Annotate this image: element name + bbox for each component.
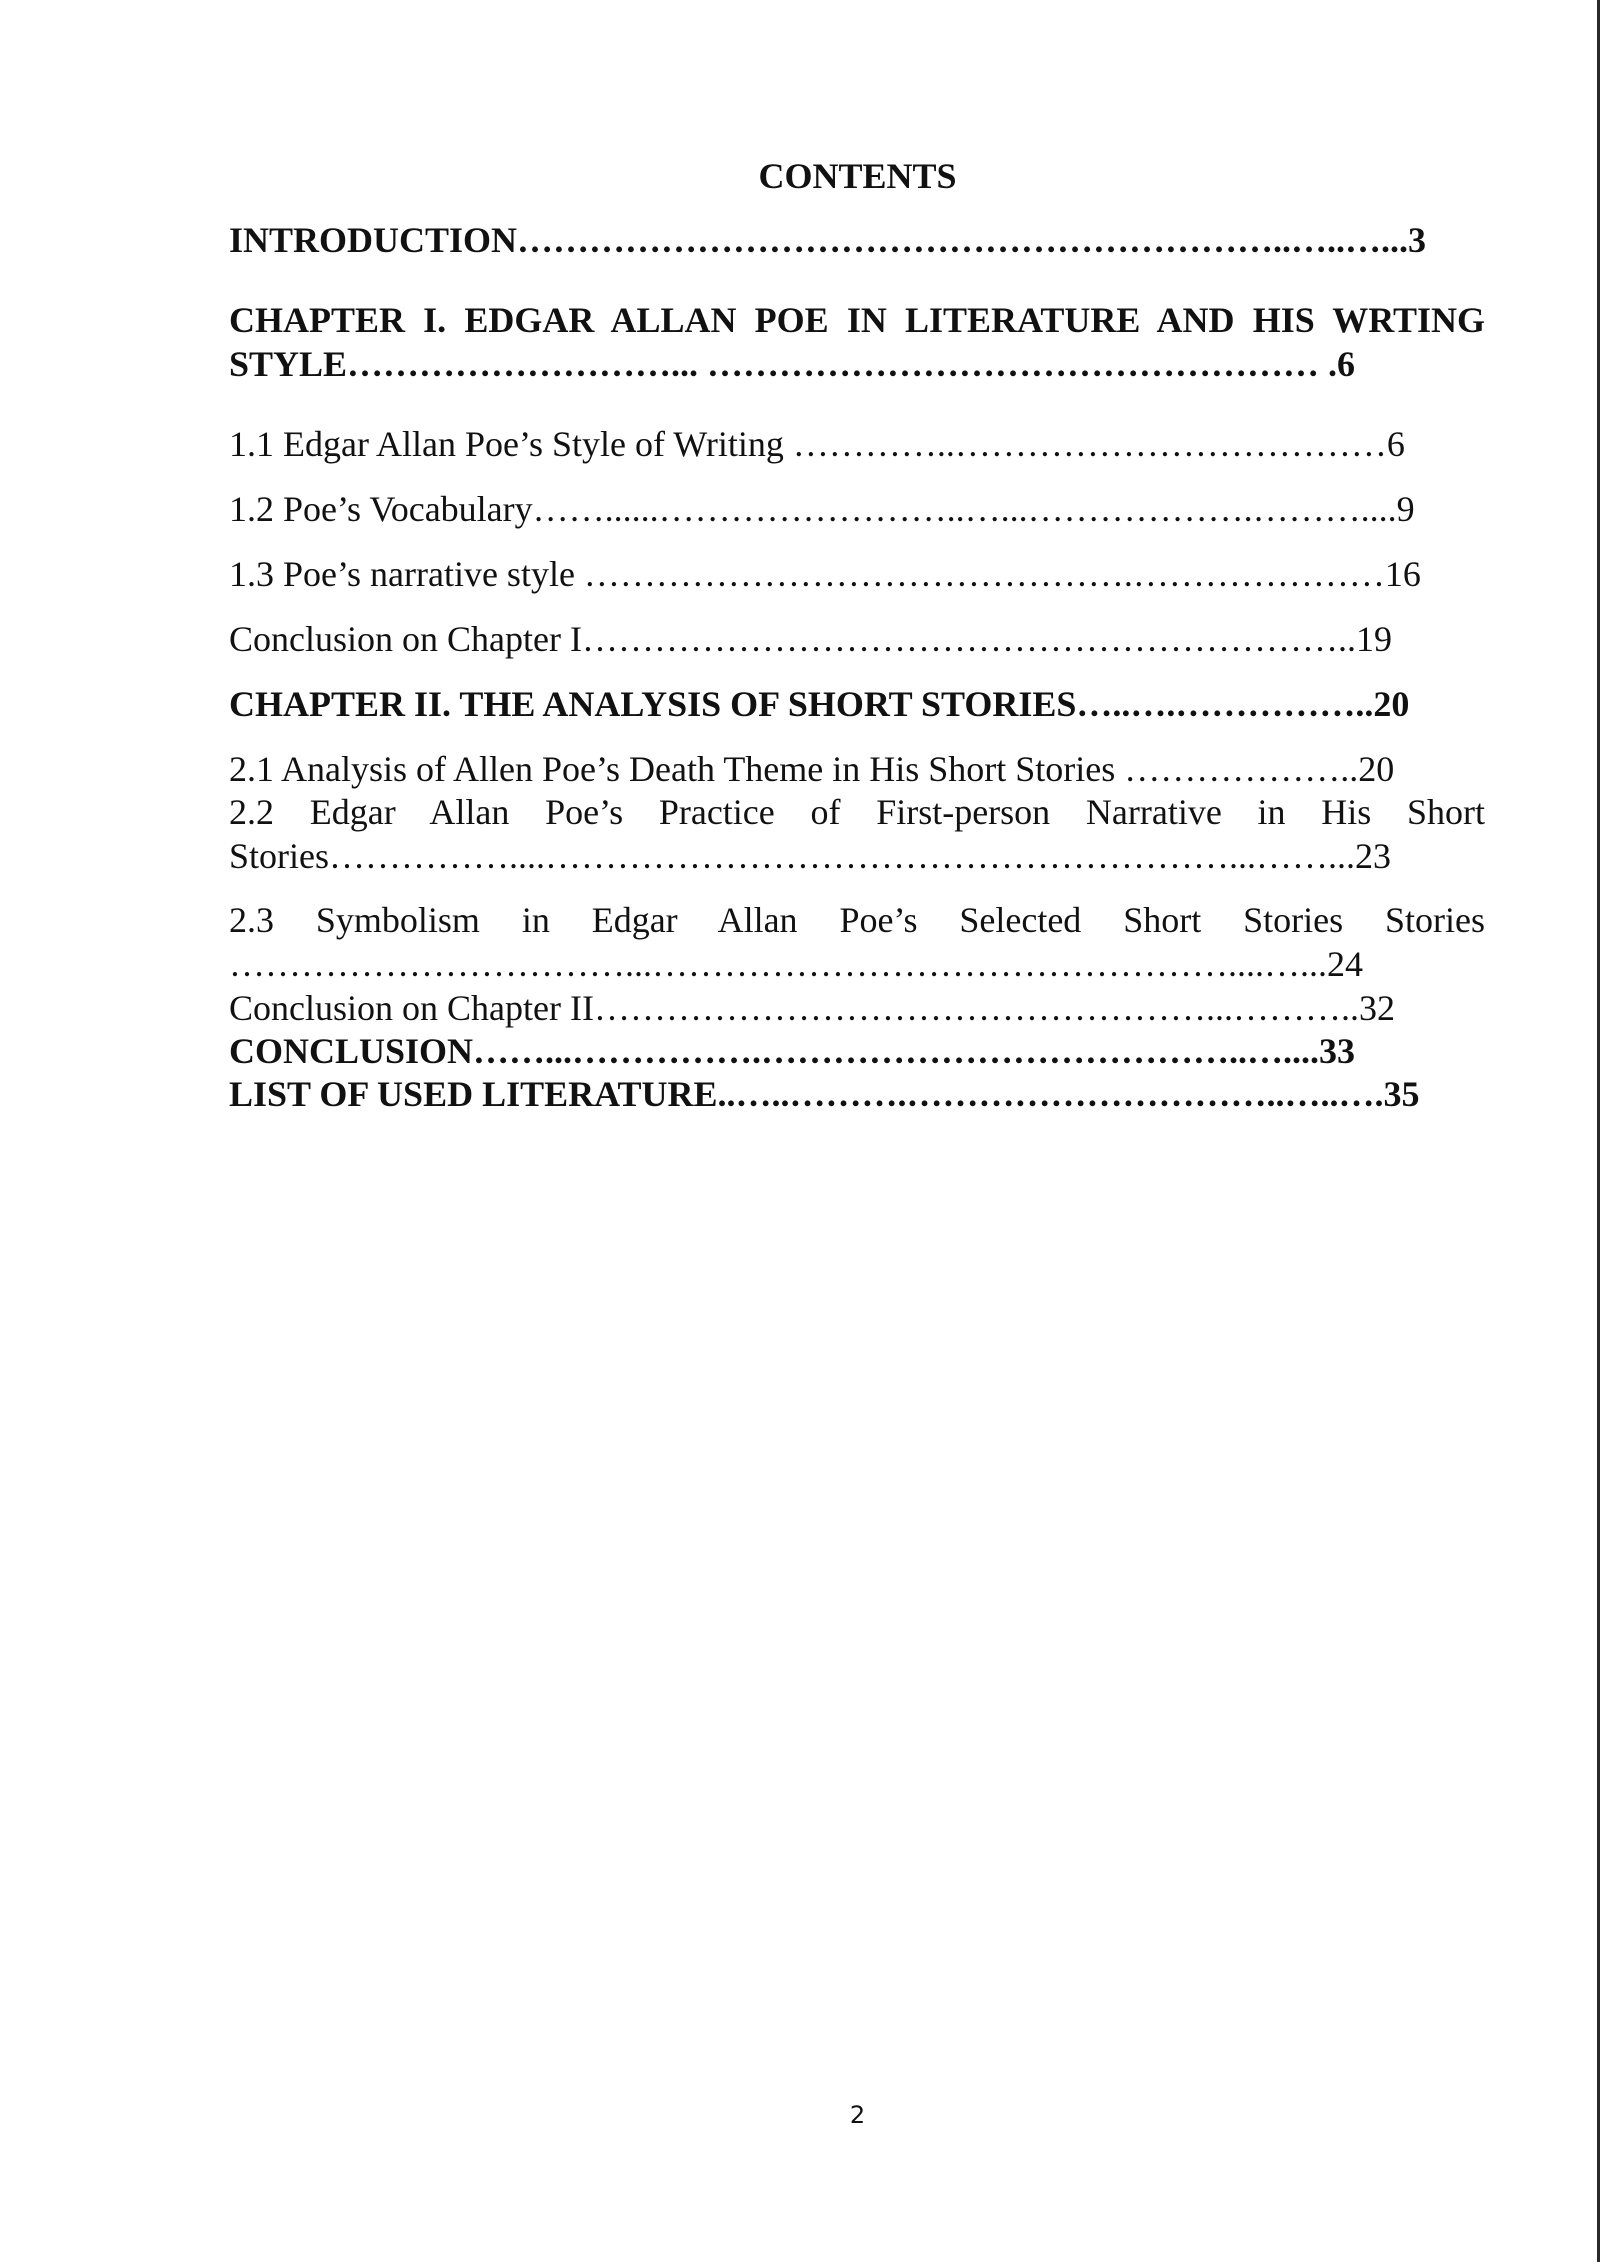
toc-entry-1-2: 1.2 Poe’s Vocabulary……......……………………..…...……………….………....9	[229, 489, 1415, 529]
toc-entry-conclusion-chapter-2: Conclusion on Chapter II……………………………………………...………..32	[229, 988, 1395, 1028]
toc-entry-2-3-line-1: 2.3 Symbolism in Edgar Allan Poe’s Selected Short Stories Stories	[229, 900, 1485, 940]
toc-entry-chapter-1-line-2: STYLE………………………... …………………………………………… .6	[229, 344, 1356, 384]
toc-entry-introduction: INTRODUCTION………………………………………………………..…..…...3	[229, 220, 1427, 260]
toc-entry-conclusion-chapter-1: Conclusion on Chapter I………………………………………………………..19	[229, 619, 1392, 659]
toc-entry-1-1: 1.1 Edgar Allan Poe’s Style of Writing …………..………………………………6	[229, 424, 1405, 464]
toc-entry-chapter-2: CHAPTER II. THE ANALYSIS OF SHORT STORIES…..….……………..20	[229, 684, 1410, 724]
toc-entry-2-2-line-2: Stories……………....…………………………………………………...……...23	[229, 836, 1392, 876]
toc-entry-1-3: 1.3 Poe’s narrative style ……………………………………….…………………16	[229, 554, 1421, 594]
contents-title: CONTENTS	[758, 156, 957, 196]
toc-entry-2-3-line-2: ……………………………...…………………………………………....…...24	[229, 944, 1363, 984]
toc-entry-chapter-1-line-1: CHAPTER I. EDGAR ALLAN POE IN LITERATURE AND HIS WRTING	[229, 300, 1485, 340]
page-number: 2	[849, 2101, 866, 2129]
toc-entry-2-2-line-1: 2.2 Edgar Allan Poe’s Practice of First-person Narrative in His Short	[229, 792, 1485, 832]
toc-entry-literature: LIST OF USED LITERATURE..…..……….…………………………..…..….35	[229, 1074, 1420, 1114]
toc-entry-2-1: 2.1 Analysis of Allen Poe’s Death Theme in His Short Stories ………………..20	[229, 749, 1395, 789]
toc-entry-conclusion: CONCLUSION……...…………….…………………………………..…....33	[229, 1031, 1356, 1071]
